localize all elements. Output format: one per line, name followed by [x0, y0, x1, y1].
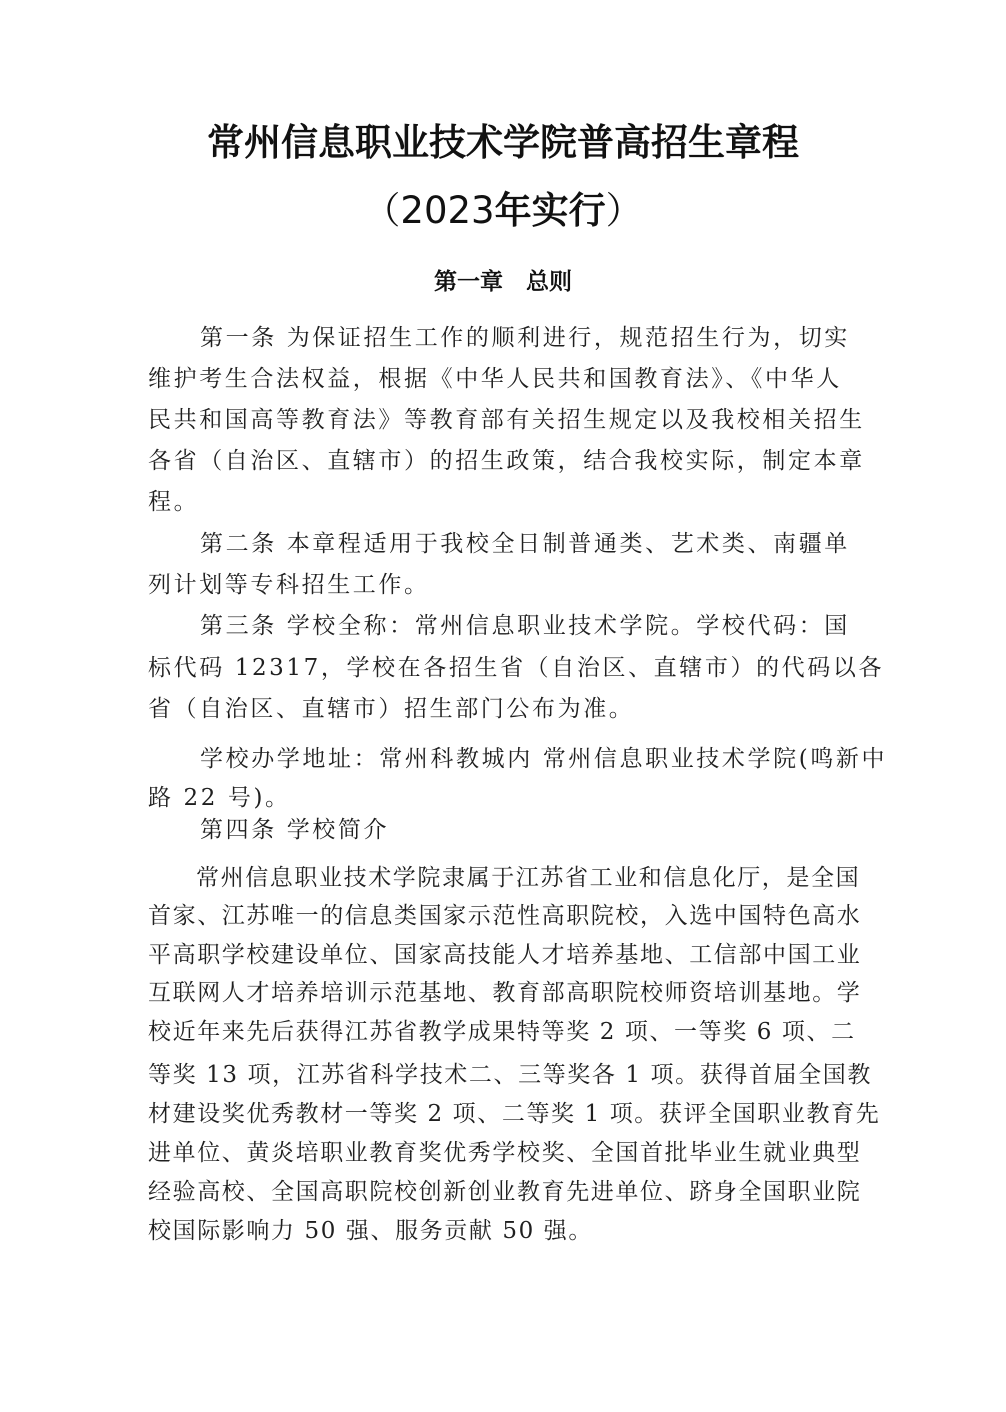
- intro-line: 进单位、黄炎培职业教育奖优秀学校奖、全国首批毕业生就业典型: [148, 1140, 862, 1166]
- intro-line: 互联网人才培养培训示范基地、教育部高职院校师资培训基地。学: [148, 980, 862, 1006]
- intro-line: 经验高校、全国高职院校创新创业教育先进单位、跻身全国职业院: [148, 1179, 862, 1205]
- document-subtitle: [0, 186, 1006, 236]
- intro-line: 等奖 13 项，江苏省科学技术二、三等奖各 1 项。获得首届全国教: [148, 1062, 872, 1088]
- intro-line: 校近年来先后获得江苏省教学成果特等奖 2 项、一等奖 6 项、二: [148, 1019, 856, 1045]
- intro-line: 材建设奖优秀教材一等奖 2 项、二等奖 1 项。获评全国职业教育先: [148, 1101, 881, 1127]
- subtitle-open-paren: （: [363, 189, 401, 232]
- article-1-line: 民共和国高等教育法》等教育部有关招生规定以及我校相关招生: [148, 407, 865, 433]
- article-1-line: 第一条 为保证招生工作的顺利进行，规范招生行为，切实: [200, 325, 850, 351]
- intro-line: 常州信息职业技术学院隶属于江苏省工业和信息化厅，是全国: [196, 865, 861, 891]
- subtitle-rest: 年实行: [494, 189, 606, 232]
- article-1-line: 各省（自治区、直辖市）的招生政策，结合我校实际，制定本章: [148, 448, 865, 474]
- article-2-line: 列计划等专科招生工作。: [148, 572, 430, 598]
- subtitle-close-paren: ）: [605, 189, 643, 232]
- document-title: 常州信息职业技术学院普高招生章程: [207, 121, 799, 164]
- article-1-line: 程。: [148, 489, 200, 515]
- intro-line: 平高职学校建设单位、国家高技能人才培养基地、工信部中国工业: [148, 942, 862, 968]
- intro-line: 首家、江苏唯一的信息类国家示范性高职院校，入选中国特色高水: [148, 903, 862, 929]
- article-3-line: 省（自治区、直辖市）招生部门公布为准。: [148, 696, 635, 722]
- article-1-line: 维护考生合法权益，根据《中华人民共和国教育法》、《中华人: [148, 366, 842, 392]
- chapter-heading: 第一章 总则: [434, 269, 572, 295]
- article-4-heading: 第四条 学校简介: [200, 817, 390, 843]
- address-line: 学校办学地址：常州科教城内 常州信息职业技术学院(鸣新中: [200, 746, 888, 772]
- article-2-line: 第二条 本章程适用于我校全日制普通类、艺术类、南疆单: [200, 531, 850, 557]
- intro-line: 校国际影响力 50 强、服务贡献 50 强。: [148, 1218, 593, 1244]
- subtitle-year: 2023: [400, 189, 495, 232]
- article-3-line: 第三条 学校全称：常州信息职业技术学院。学校代码：国: [200, 613, 850, 639]
- article-3-line: 标代码 12317，学校在各招生省（自治区、直辖市）的代码以各: [148, 655, 885, 681]
- address-line: 路 22 号)。: [148, 785, 291, 811]
